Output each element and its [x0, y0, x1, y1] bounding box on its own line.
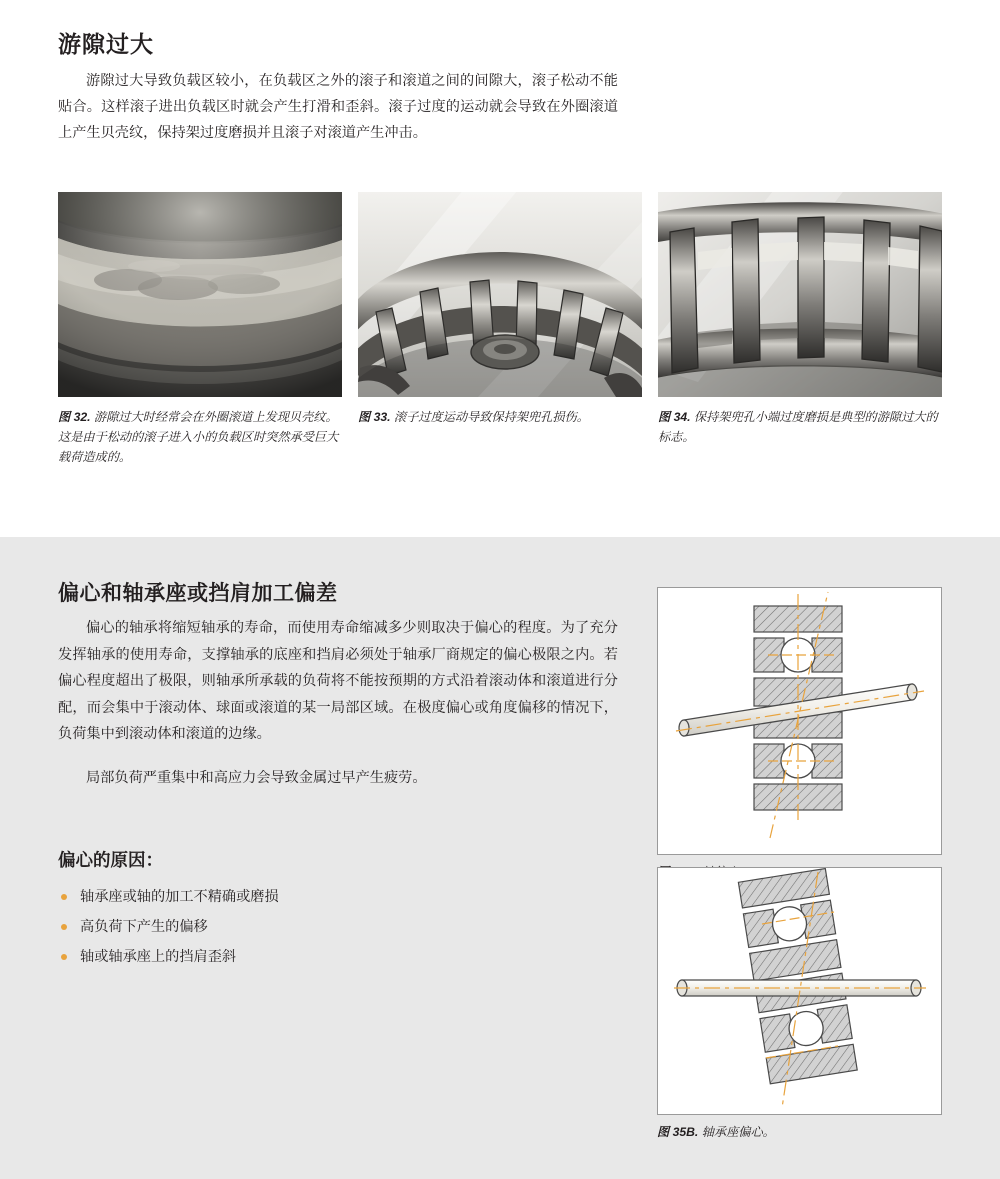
- figure-35A-diagram: [657, 587, 942, 855]
- causes-heading: 偏心的原因：: [58, 850, 163, 870]
- figure-35B-label: 图 35B.: [657, 1125, 699, 1139]
- figure-33-caption-text: 滚子过度运动导致保持架兜孔损伤。: [390, 410, 589, 424]
- bullet-dot-icon: [61, 924, 67, 930]
- section-heading: 游隙过大: [58, 31, 154, 57]
- bullet-dot-icon: [61, 954, 67, 960]
- causes-list: [58, 882, 578, 972]
- list-item-label: 高负荷下产生的偏移: [80, 919, 208, 935]
- bullet-dot-icon: [61, 894, 67, 900]
- section-misalignment: [0, 537, 1000, 1179]
- figure-34-caption-text: 保持架兜孔小端过度磨损是典型的游隙过大的标志。: [658, 410, 938, 444]
- figure-33-label: 图 33.: [358, 410, 391, 424]
- figure-32-label: 图 32.: [58, 410, 91, 424]
- figure-35B-caption-text: 轴承座偏心。: [698, 1125, 775, 1139]
- figure-34-caption: [658, 407, 942, 447]
- list-item: [58, 942, 578, 972]
- list-item: [58, 882, 578, 912]
- figure-34-label: 图 34.: [658, 410, 691, 424]
- section2-paragraph-1: 偏心的轴承将缩短轴承的寿命，而使用寿命缩减多少则取决于偏心的程度。为了充分发挥轴承的使用寿命，支撑轴承的底座和挡肩必须处于轴承厂商规定的偏心极限之内。若偏心程度超出了极限，则轴承所承载的负荷将不能按预期的方式沿着滚动体和滚道进行分配，而会集中于滚动体、球面或滚道的某一局部区域。在极度偏心或角度偏移的情况下，负荷集中到滚动体和滚道的边缘。: [58, 620, 618, 742]
- figure-33-photo: [358, 192, 642, 397]
- figure-35B-caption: [657, 1123, 775, 1140]
- section2-paragraph-2: 局部负荷严重集中和高应力会导致金属过早产生疲劳。: [86, 770, 427, 786]
- figure-32-caption: [58, 407, 342, 467]
- list-item: [58, 912, 578, 942]
- photo-captions: [58, 407, 942, 487]
- section-excessive-clearance: [0, 0, 1000, 537]
- photo-row: [58, 192, 942, 397]
- figure-32-photo: [58, 192, 342, 397]
- figure-34-photo: [658, 192, 942, 397]
- figure-33-caption: [358, 407, 642, 427]
- list-item-label: 轴或轴承座上的挡肩歪斜: [80, 949, 237, 965]
- list-item-label: 轴承座或轴的加工不精确或磨损: [80, 889, 279, 905]
- figure-35B-diagram: [657, 867, 942, 1115]
- section2-heading: 偏心和轴承座或挡肩加工偏差: [58, 582, 338, 605]
- section-paragraph: 游隙过大导致负载区较小，在负载区之外的滚子和滚道之间的间隙大，滚子松动不能贴合。这样滚子进出负载区时就会产生打滑和歪斜。滚子过度的运动就会导致在外圈滚道上产生贝壳纹，保持架过度磨损并且滚子对滚道产生冲击。: [58, 73, 618, 141]
- figure-32-caption-text: 游隙过大时经常会在外圈滚道上发现贝壳纹。这是由于松动的滚子进入小的负载区时突然承受巨大载荷造成的。: [58, 410, 339, 464]
